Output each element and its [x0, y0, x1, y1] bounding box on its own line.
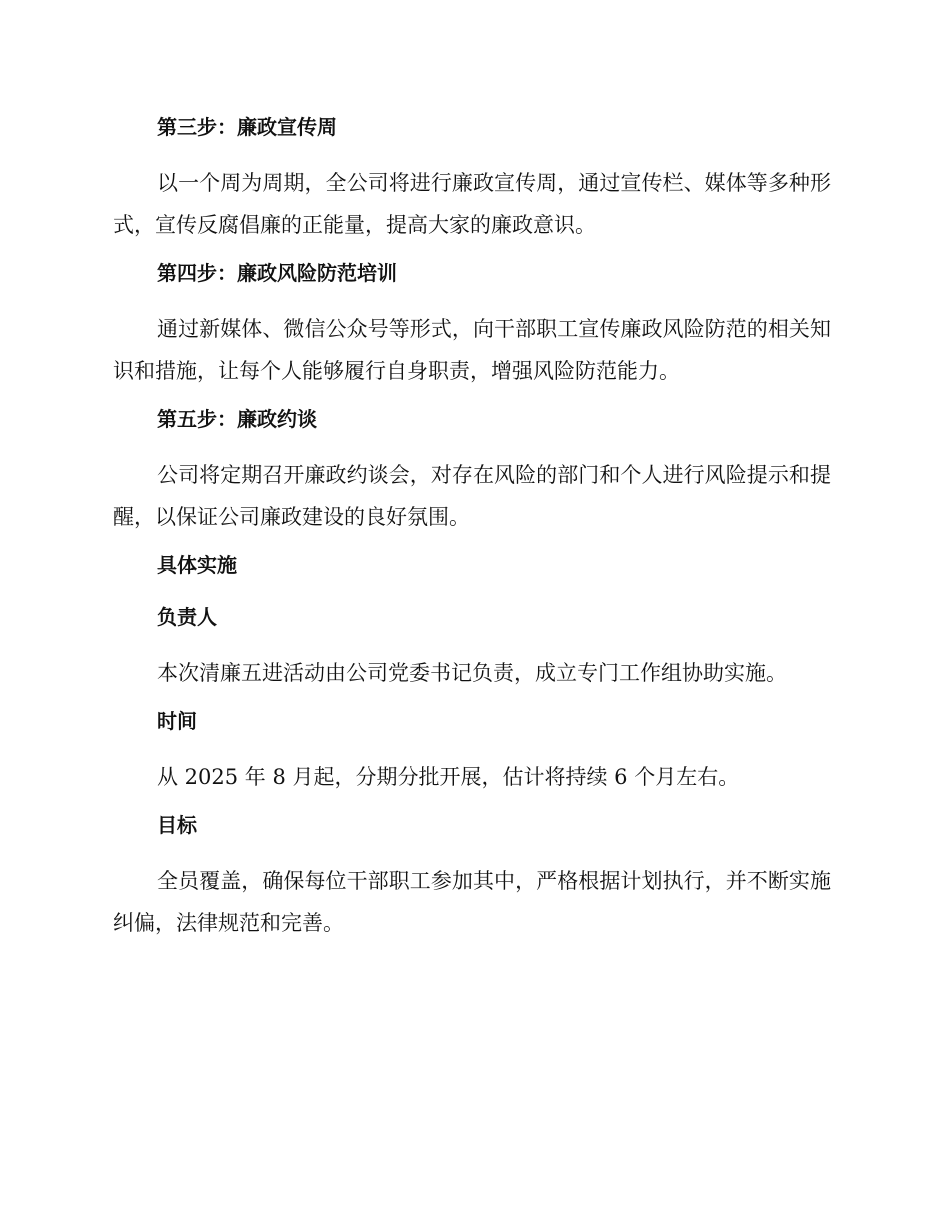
- section-body-responsible: 本次清廉五进活动由公司党委书记负责，成立专门工作组协助实施。: [157, 661, 787, 685]
- document-content: [113, 110, 831, 954]
- section-body-step-3: 以一个周为周期，全公司将进行廉政宣传周，通过宣传栏、媒体等多种形式，宣传反腐倡廉的正能量，提高大家的廉政意识。: [113, 171, 831, 237]
- section-heading-step-5: 第五步：廉政约谈: [157, 407, 317, 431]
- section-body-goal: 全员覆盖，确保每位干部职工参加其中，严格根据计划执行，并不断实施纠偏，法律规范和完善。: [113, 869, 831, 935]
- section-body-step-5: 公司将定期召开廉政约谈会，对存在风险的部门和个人进行风险提示和提醒，以保证公司廉政建设的良好氛围。: [113, 463, 831, 529]
- section-heading-step-4: 第四步：廉政风险防范培训: [157, 261, 397, 285]
- section-heading-responsible: 负责人: [157, 605, 217, 629]
- section-heading-goal: 目标: [157, 813, 197, 837]
- section-heading-implementation: 具体实施: [157, 553, 237, 577]
- section-body-time: 从 2025 年 8 月起，分期分批开展，估计将持续 6 个月左右。: [157, 765, 740, 789]
- section-heading-step-3: 第三步：廉政宣传周: [157, 115, 337, 139]
- section-heading-time: 时间: [157, 709, 197, 733]
- section-body-step-4: 通过新媒体、微信公众号等形式，向干部职工宣传廉政风险防范的相关知识和措施，让每个人能够履行自身职责，增强风险防范能力。: [113, 317, 831, 383]
